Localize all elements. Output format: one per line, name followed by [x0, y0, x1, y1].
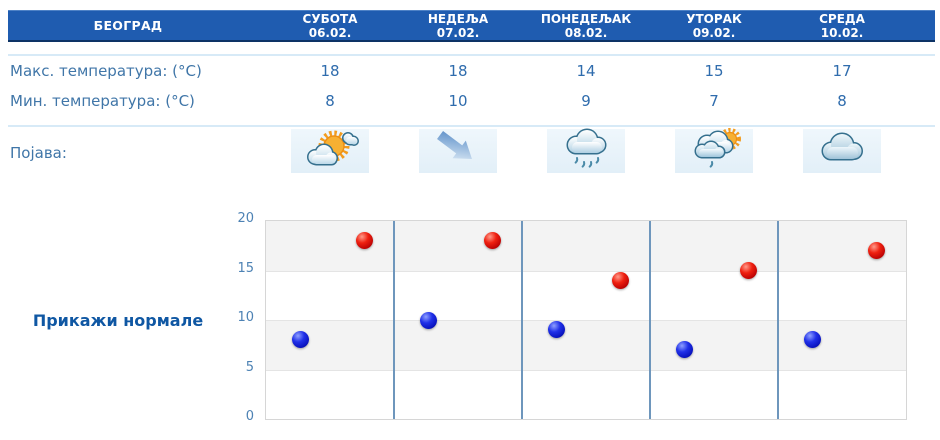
- day-divider: [393, 221, 395, 419]
- day-date: 09.02.: [692, 25, 736, 40]
- weather-icon-cell: [675, 129, 753, 173]
- weather-icon-cell: [291, 129, 369, 173]
- day-date: 10.02.: [820, 25, 864, 40]
- y-axis-tick-label: 10: [237, 310, 254, 325]
- min-temp-value: 7: [709, 92, 719, 110]
- max-temp-row-label: Макс. температура: (°C): [10, 62, 202, 80]
- weather-icon-cell: [547, 129, 625, 173]
- min-temp-value: 8: [325, 92, 335, 110]
- day-date: 08.02.: [564, 25, 608, 40]
- grid-line: [266, 271, 906, 272]
- y-axis-tick-label: 0: [245, 409, 254, 424]
- day-header-0: [265, 11, 395, 40]
- max-temp-dot: [612, 272, 629, 289]
- max-temp-dot: [740, 262, 757, 279]
- y-axis-tick-label: 15: [237, 260, 254, 276]
- day-name: УТОРАК: [686, 11, 742, 26]
- day-header-4: [777, 11, 907, 40]
- row-separator: [8, 54, 935, 56]
- min-temp-value: 10: [448, 92, 468, 110]
- day-divider: [649, 221, 651, 419]
- cloud-sun-drizzle-icon: [681, 127, 747, 175]
- arrow-down-right-icon: [425, 127, 491, 175]
- min-temp-dot: [420, 312, 437, 329]
- day-header-2: [521, 11, 651, 40]
- header-bar: [8, 10, 935, 42]
- grid-line: [266, 370, 906, 371]
- min-temp-value: 9: [581, 92, 591, 110]
- cloud-icon: [809, 127, 875, 175]
- y-axis-tick-label: 5: [245, 359, 254, 375]
- max-temp-value: 17: [832, 62, 852, 80]
- temperature-chart-plot: [265, 220, 907, 420]
- day-divider: [521, 221, 523, 419]
- day-date: 07.02.: [436, 25, 480, 40]
- min-temp-row-label: Мин. температура: (°C): [10, 92, 195, 110]
- weather-icon-cell: [803, 129, 881, 173]
- day-name: СРЕДА: [819, 11, 865, 26]
- day-name: НЕДЕЉА: [427, 11, 489, 26]
- phenomenon-row-label: Појава:: [10, 144, 67, 162]
- max-temp-value: 18: [320, 62, 340, 80]
- max-temp-value: 14: [576, 62, 596, 80]
- y-axis-tick-label: 20: [237, 211, 254, 226]
- day-header-3: [649, 11, 779, 40]
- day-divider: [777, 221, 779, 419]
- weather-icon-cell: [419, 129, 497, 173]
- max-temp-value: 15: [704, 62, 724, 80]
- min-temp-value: 8: [837, 92, 847, 110]
- rain-cloud-icon: [553, 127, 619, 175]
- day-name: ПОНЕДЕЉАК: [540, 11, 632, 26]
- day-date: 06.02.: [308, 25, 352, 40]
- grid-line: [266, 320, 906, 321]
- sun-behind-clouds-icon: [297, 127, 363, 175]
- city-label: БЕОГРАД: [93, 18, 163, 33]
- day-header-1: [393, 11, 523, 40]
- max-temp-value: 18: [448, 62, 468, 80]
- day-name: СУБОТА: [302, 11, 358, 26]
- show-normals-link[interactable]: Прикажи нормале: [32, 311, 204, 330]
